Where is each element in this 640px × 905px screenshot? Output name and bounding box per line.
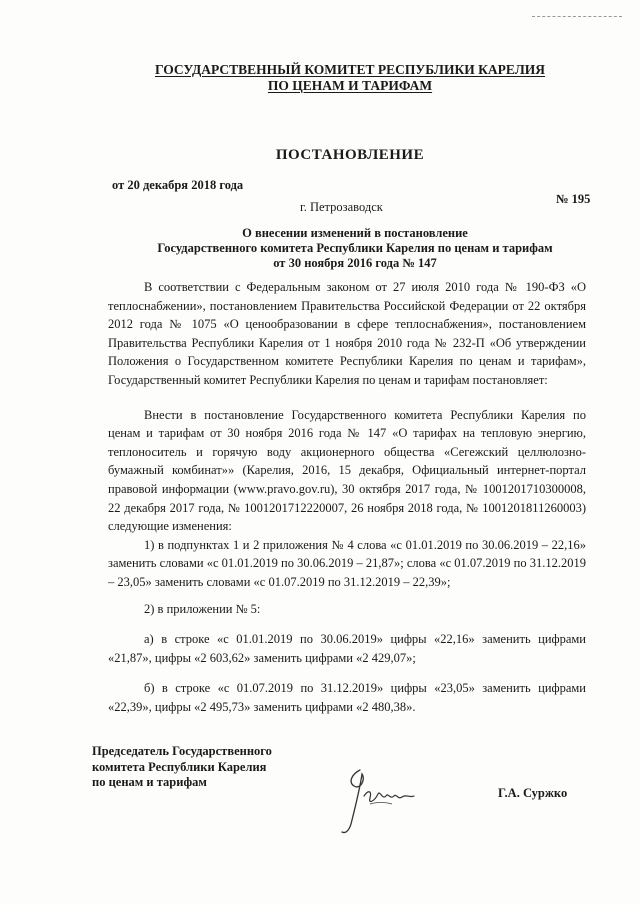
subject-line1: О внесении изменений в постановление [242,226,468,240]
document-city: г. Петрозаводск [300,200,383,214]
document-date: от 20 декабря 2018 года [112,178,244,192]
item-2a: а) в строке «с 01.01.2019 по 30.06.2019» цифры «22,16» заменить цифрами «21,87», цифры «2 603,62» заменить цифрами «2 429,07»; [108,632,586,665]
subject-line3: от 30 ноября 2016 года № 147 [273,256,437,270]
preamble-paragraph: В соответствии с Федеральным законом от 27 июля 2010 года № 190-ФЗ «О теплоснабжении», постановлением Правительства Российской Федерации от 22 октября 2012 года № 1075 «О ценообразовании в сфере теплоснабжения», постановлением Правительства Республики Карелия от 1 ноября 2010 года № 232-П «Об утверждении Положения о Государственном комитете Республики Карелия по ценам и тарифам», Государственный комитет Республики Карелия по ценам и тарифам постановляет: [108,280,586,387]
header-mark-line [532,16,622,17]
position-line3: по ценам и тарифам [92,775,207,789]
document-body [108,278,586,716]
item-1: 1) в подпунктах 1 и 2 приложения № 4 слова «с 01.01.2019 по 30.06.2019 – 22,16» заменить словами «с 01.01.2019 по 30.06.2019 – 21,87»; слова «с 01.07.2019 по 31.12.2019 – 23,05» заменить словами «с 01.07.2019 по 31.12.2019 – 22,39»; [108,537,586,589]
position-line1: Председатель Государственного [92,744,272,758]
committee-name [150,62,550,94]
document-type: ПОСТАНОВЛЕНИЕ [275,147,425,163]
item-2b: б) в строке «с 01.07.2019 по 31.12.2019» цифры «23,05» заменить цифрами «22,39», цифры «2 495,73» заменить цифрами «2 480,38». [108,681,586,714]
signatory-name: Г.А. Суржко [498,786,568,800]
committee-name-line2: ПО ЦЕНАМ И ТАРИФАМ [267,78,433,93]
main-paragraph: Внести в постановление Государственного комитета Республики Карелия по ценам и тарифам от 30 ноября 2016 года № 147 «О тарифах на тепловую энергию, теплоноситель и горячую воду акционерного общества «Сегежский целлюлозно-бумажный комбинат»» (Карелия, 2016, 15 декабря, Официальный интернет-портал правовой информации (www.pravo.gov.ru), 30 октября 2017 года, № 1001201710300008, 22 декабря 2017 года, № 1001201712220007, 26 ноября 2018 года, № 1001201811260003) следующие изменения: [108,407,586,534]
document-number: № 195 [556,192,591,206]
committee-name-line1: ГОСУДАРСТВЕННЫЙ КОМИТЕТ РЕСПУБЛИКИ КАРЕЛИЯ [154,62,546,77]
item-2: 2) в приложении № 5: [144,601,261,616]
signatory-position [92,744,312,791]
handwritten-signature [330,760,430,840]
position-line2: комитета Республики Карелия [92,759,267,774]
subject-line2: Государственного комитета Республики Карелия по ценам и тарифам [157,241,553,255]
document-subject [140,226,570,271]
